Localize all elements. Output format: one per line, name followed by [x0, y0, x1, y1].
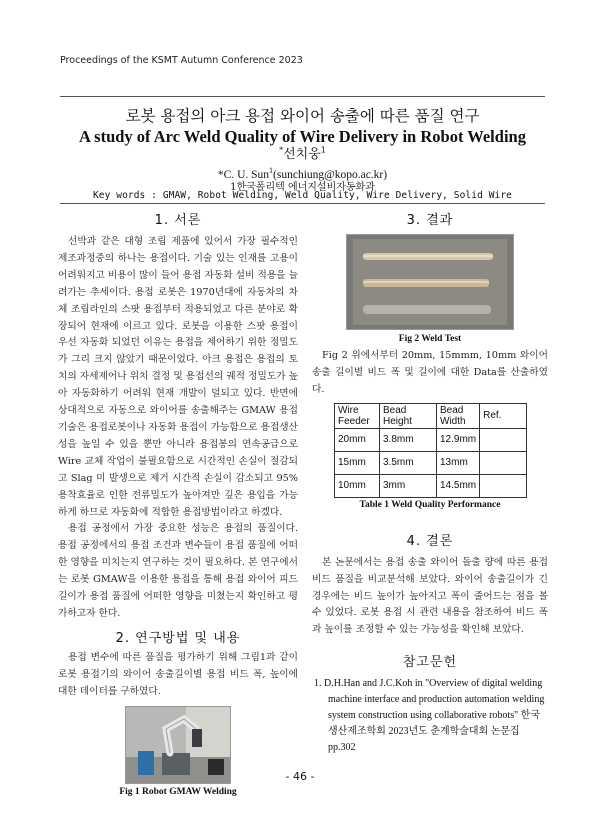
table-cell: 3.5mm — [380, 451, 437, 474]
section-1-paragraph-1: 선박과 같은 대형 조립 제품에 있어서 가장 필수적인 제조과정중의 하나는 용접이다. 기술 있는 인재를 고용이 어려워지고 비용이 많이 들어 용접 자동화 설비 적용을 늘려가는 추세이다. 용접 로봇은 1970년대에 자동차의 차체 조립라인의 스팟 용접부터 적용되었고 다른 분야로 확장되어 현재에 이르고 있다. 로봇을 이용한 스팟 용접이 우선 자동화 되었던 이유는 용접을 제어하기 위한 정밀도가 그리 크지 않았기 때문이었다. 아크 용접은 용접의 토치의 자세제어나 위치 결정 및 용접선의 궤적 정밀도가 높아 자동화하기 어려워 현재 개발이 덜되고 있다. 반면에 상대적으로 자동으로 와이어를 송출해주는 GMAW 용접 기술은 용접로봇이나 자동화 용접이 가능함으로 용접생산성을 높일 수 있을 뿐만 아니라 용접봉의 연속공급으로 Wire 교체 작업이 불필요함으로 시간적인 손실이 절감되고 Slag 미 발생으로 제거 시간적 손실이 감소되고 95% 용착효율로 인한 전류밀도가 높아져만 깊은 용입을 가능하게 하므로 자동화에 적합한 용접방법이라고 하겠다. — [58, 236, 298, 518]
affiliation: 1한국폴리텍 에너지설비자동화과 — [230, 182, 375, 193]
weld-test-photo — [346, 234, 514, 330]
author-name-ko: 선치웅 — [283, 147, 321, 162]
table-cell: 10mm — [335, 474, 380, 497]
table-header-cell: Ref. — [480, 403, 527, 428]
figure-1-caption: Fig 1 Robot GMAW Welding — [119, 786, 237, 797]
korean-title: 로봇 용접의 아크 용접 와이어 송출에 따른 품질 연구 — [125, 107, 480, 125]
section-1-heading: 1. 서론 — [154, 213, 202, 228]
section-3-heading: 3. 결과 — [406, 213, 454, 228]
table-cell — [480, 428, 527, 451]
table-cell — [480, 474, 527, 497]
table-1-caption: Table 1 Weld Quality Performance — [359, 499, 501, 510]
table-row — [335, 451, 527, 474]
author-email: (sunchiung@kopo.ac.kr) — [273, 168, 388, 181]
table-row — [335, 428, 527, 451]
page-number: - 46 - — [285, 770, 315, 783]
table-header-cell: Bead Height — [380, 403, 437, 428]
table-cell: 13mm — [437, 451, 480, 474]
author-name-en: *C. U. Sun — [217, 168, 270, 181]
table-header-row — [335, 403, 527, 428]
section-2-heading: 2. 연구방법 및 내용 — [115, 630, 241, 646]
section-3-paragraph-1: Fig 2 위에서부터 20mm, 15mmm, 10mm 와이어 송출 길이별 비드 폭 및 길이에 대한 Data를 산출하였다. — [312, 350, 548, 395]
korean-author — [60, 143, 545, 162]
table-cell: 3mm — [380, 474, 437, 497]
section-4-heading: 4. 결론 — [406, 533, 454, 549]
table-cell: 15mm — [335, 451, 380, 474]
table-header-cell: Wire Feeder — [335, 403, 380, 428]
figure-2-caption: Fig 2 Weld Test — [398, 334, 462, 344]
right-column — [312, 205, 548, 756]
header-rule — [60, 96, 545, 97]
author-mark: * — [279, 145, 284, 155]
left-column — [58, 205, 298, 797]
running-header: Proceedings of the KSMT Autumn Conference 2023 — [60, 55, 303, 66]
section-2-paragraph-1: 용접 변수에 따른 품질을 평가하기 위해 그림1과 같이 로봇 용접기의 와이어 송출길이별 용접 비드 폭, 높이에 대한 데이터를 구하였다. — [58, 651, 298, 697]
table-cell: 14.5mm — [437, 474, 480, 497]
table-cell: 20mm — [335, 428, 380, 451]
english-title: A study of Arc Weld Quality of Wire Delivery in Robot Welding — [79, 127, 526, 146]
reference-item: 1. D.H.Han and J.C.Koh in "Overview of digital welding machine interface and production automation welding system construction using collaborative robots" 한국생산제조학회 2023년도 춘계학술대회 논문집 pp.302 — [314, 678, 545, 754]
weld-quality-table — [334, 403, 527, 498]
table-row — [335, 474, 527, 497]
references-heading: 참고문헌 — [402, 655, 458, 671]
table-cell: 12.9mm — [437, 428, 480, 451]
title-rule — [60, 203, 545, 204]
table-header-cell: Bead Width — [437, 403, 480, 428]
author-sup: 1 — [320, 145, 326, 155]
table-cell — [480, 451, 527, 474]
table-cell: 3.8mm — [380, 428, 437, 451]
section-1-paragraph-2: 용접 공정에서 가장 중요한 성능은 용접의 품질이다. 용접 공정에서의 용접 조건과 변수들이 용접 품질에 어떠한 영향을 미치는지 연구하는 것이 필요하다. 본 연구에서는 로봇 GMAW을 이용한 용접을 통해 용접 와이어 피드 길이가 용접 품질에 어떠한 영향을 미쳤는지 확인하고 평가하고자 한다. — [58, 523, 298, 619]
keywords: Key words : GMAW, Robot Welding, Weld Quality, Wire Delivery, Solid Wire — [92, 190, 512, 201]
author-en-sup: 1 — [269, 166, 274, 175]
section-4-paragraph-1: 본 논문에서는 용접 송출 와이어 돌출 량에 따른 용접 비드 품질을 비교분석해 보았다. 와이어 송출길이가 긴 경우에는 비드 높이가 높아지고 폭이 줄어드는 점을 볼 수 있었다. 로봇 용접 시 관련 내용을 참조하여 비드 폭과 높이를 조정할 수 있는 가능성을 확인해 보았다. — [312, 556, 548, 636]
